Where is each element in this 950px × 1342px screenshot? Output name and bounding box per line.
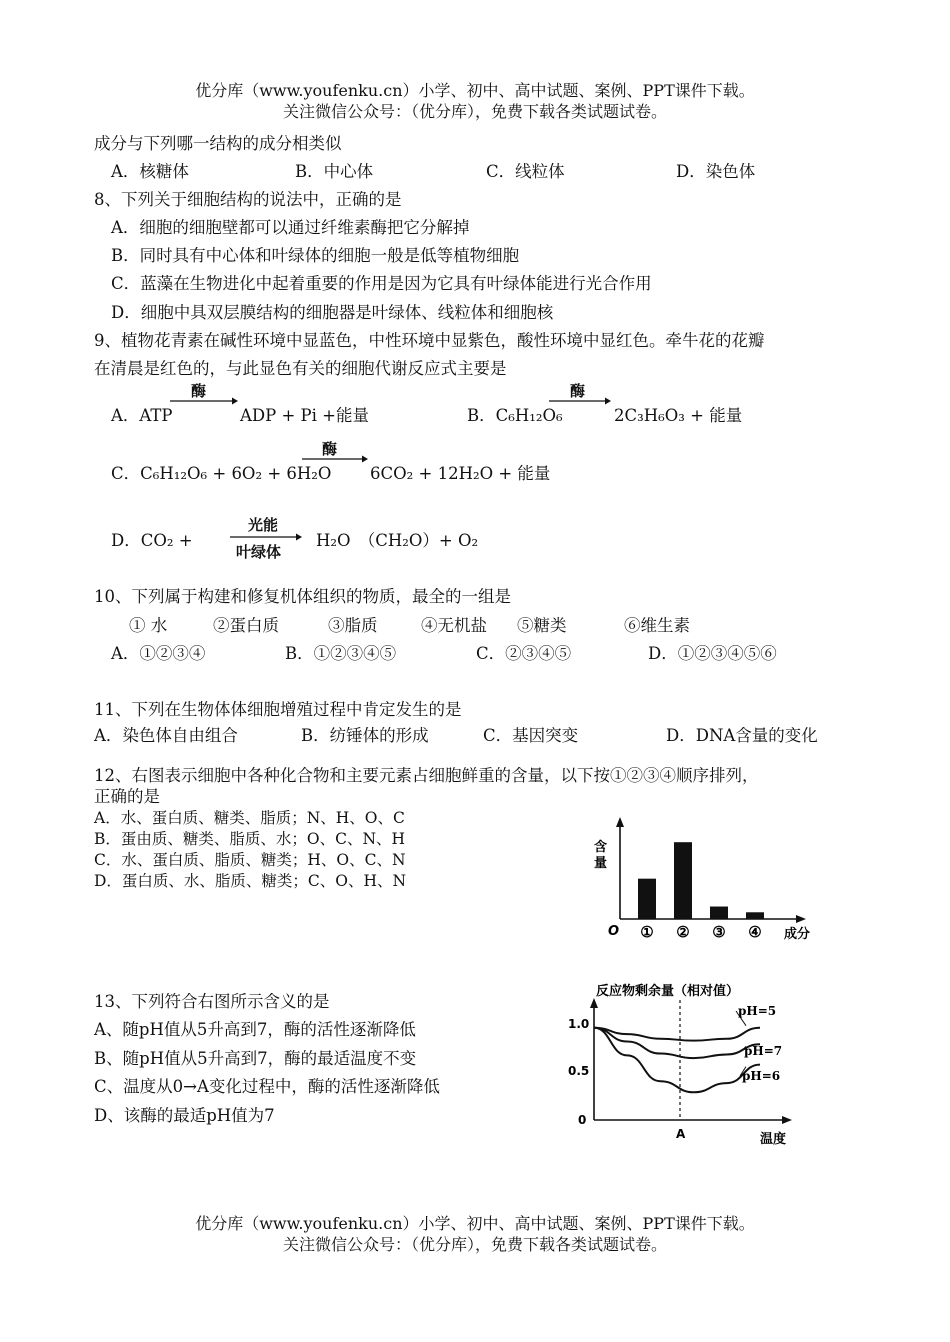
q10-stem: 10、下列属于构建和修复机体组织的物质，最全的一组是	[94, 587, 511, 606]
q13-line-chart	[560, 978, 810, 1150]
bar-3	[710, 907, 728, 919]
q9-stem-line-2: 在清晨是红色的，与此显色有关的细胞代谢反应式主要是	[94, 359, 507, 378]
q10-item-6: ⑥维生素	[624, 616, 690, 635]
q12-option-a: A．水、蛋白质、糖类、脂质；N、H、O、C	[94, 809, 405, 827]
q12-stem-line-1: 12、右图表示细胞中各种化合物和主要元素占细胞鲜重的含量，以下按①②③④顺序排列，	[94, 766, 759, 785]
q7-option-a: A．核糖体	[111, 162, 189, 181]
bar-chart-ylabel-2: 量	[594, 856, 608, 871]
q9-a-right: ADP + Pi +能量	[240, 406, 370, 425]
header-line-1: 优分库（www.youfenku.cn）小学、初中、高中试题、案例、PPT课件下载。	[195, 81, 755, 100]
q9-c-enzyme: 酶	[322, 440, 338, 458]
bar-1	[638, 879, 656, 919]
q9-b-enzyme: 酶	[570, 382, 586, 400]
q12-bar-chart	[590, 815, 830, 950]
bar-label-1: ①	[640, 923, 654, 941]
q10-item-5: ⑤糖类	[517, 616, 567, 635]
q13-option-d: D、该酶的最适pH值为7	[94, 1106, 275, 1125]
bar-4	[746, 912, 764, 919]
q10-option-a: A．①②③④	[111, 644, 206, 663]
q11-option-a: A．染色体自由组合	[94, 726, 238, 745]
q7-option-d: D．染色体	[676, 162, 756, 181]
curve-label-3: pH=6	[742, 1069, 781, 1083]
q9-d-left: D．CO₂ +	[111, 531, 193, 550]
q9-b-left: B．C₆H₁₂O₆	[467, 406, 563, 425]
curve-label-2: pH=7	[744, 1044, 783, 1058]
q12-option-c: C．水、蛋白质、脂质、糖类；H、O、C、N	[94, 851, 406, 869]
q10-item-1: ① 水	[129, 616, 168, 635]
bar-2	[674, 842, 692, 919]
q10-option-b: B．①②③④⑤	[285, 644, 397, 663]
q8-option-a: A．细胞的细胞壁都可以通过纤维素酶把它分解掉	[111, 218, 470, 237]
line-chart-title: 反应物剩余量（相对值）	[596, 984, 740, 999]
curve-label-1: pH=5	[738, 1004, 777, 1018]
q9-b-arrow-icon	[549, 396, 611, 406]
q10-item-3: ③脂质	[328, 616, 378, 635]
bar-chart-y-arrow-icon	[616, 817, 624, 827]
line-chart-ytick-1: 1.0	[568, 1017, 590, 1031]
bar-label-3: ③	[712, 923, 726, 941]
q7-option-b: B．中心体	[295, 162, 374, 181]
q8-stem: 8、下列关于细胞结构的说法中，正确的是	[94, 190, 402, 209]
q11-option-b: B．纺锤体的形成	[301, 726, 429, 745]
line-chart-xlabel: 温度	[760, 1132, 787, 1147]
q13-option-b: B、随pH值从5升高到7，酶的最适温度不变	[94, 1049, 417, 1068]
q9-stem-line-1: 9、植物花青素在碱性环境中显蓝色，中性环境中显紫色，酸性环境中显红色。牵牛花的花瓣	[94, 331, 765, 350]
q9-d-right: H₂O （CH₂O）+ O₂	[316, 531, 479, 550]
q8-option-c: C．蓝藻在生物进化中起着重要的作用是因为它具有叶绿体能进行光合作用	[111, 274, 652, 293]
q7-stem-tail: 成分与下列哪一结构的成分相类似	[94, 134, 342, 153]
q9-c-left: C．C₆H₁₂O₆ + 6O₂ + 6H₂O	[111, 464, 332, 483]
line-chart-ytick-0: 0	[578, 1113, 587, 1127]
bar-chart-xlabel: 成分	[784, 927, 811, 942]
q10-option-c: C．②③④⑤	[476, 644, 572, 663]
q7-option-c: C．线粒体	[486, 162, 565, 181]
q12-option-d: D．蛋白质、水、脂质、糖类；C、O、H、N	[94, 872, 407, 890]
q13-stem: 13、下列符合右图所示含义的是	[94, 992, 330, 1011]
q10-option-d: D．①②③④⑤⑥	[648, 644, 777, 663]
header-line-2: 关注微信公众号：（优分库），免费下载各类试题试卷。	[282, 102, 667, 121]
q9-c-right: 6CO₂ + 12H₂O + 能量	[370, 464, 551, 483]
q11-option-c: C．基因突变	[483, 726, 579, 745]
q8-option-d: D．细胞中具双层膜结构的细胞器是叶绿体、线粒体和细胞核	[111, 303, 554, 322]
line-chart-x-arrow-icon	[782, 1116, 792, 1124]
q9-a-enzyme: 酶	[191, 382, 207, 400]
q9-d-light: 光能	[248, 516, 279, 534]
q9-b-right: 2C₃H₆O₃ + 能量	[614, 406, 743, 425]
bar-chart-x-arrow-icon	[796, 915, 806, 923]
q11-stem: 11、下列在生物体体细胞增殖过程中肯定发生的是	[94, 700, 462, 719]
bar-label-4: ④	[748, 923, 762, 941]
q10-item-2: ②蛋白质	[213, 616, 279, 635]
q9-a-arrow-icon	[170, 396, 238, 406]
bar-chart-origin: O	[608, 924, 620, 939]
q10-item-4: ④无机盐	[421, 616, 487, 635]
footer-line-2: 关注微信公众号：（优分库），免费下载各类试题试卷。	[282, 1235, 667, 1254]
q9-c-arrow-icon	[302, 454, 368, 464]
line-chart-ytick-0-5: 0.5	[568, 1064, 590, 1078]
footer-line-1: 优分库（www.youfenku.cn）小学、初中、高中试题、案例、PPT课件下载。	[195, 1214, 755, 1233]
q13-option-a: A、随pH值从5升高到7，酶的活性逐渐降低	[94, 1020, 416, 1039]
q8-option-b: B．同时具有中心体和叶绿体的细胞一般是低等植物细胞	[111, 246, 520, 265]
line-chart-y-arrow-icon	[590, 998, 598, 1008]
q12-stem-line-2: 正确的是	[94, 787, 160, 806]
q11-option-d: D．DNA含量的变化	[666, 726, 818, 745]
q9-d-chloroplast: 叶绿体	[236, 543, 282, 561]
curve-ph-5	[594, 1028, 760, 1041]
bar-label-2: ②	[676, 923, 690, 941]
bar-chart-ylabel-1: 含	[594, 840, 608, 855]
q12-option-b: B．蛋由质、糖类、脂质、水；O、C、N、H	[94, 830, 406, 848]
line-chart-x-marker: A	[676, 1127, 686, 1141]
q13-option-c: C、温度从0→A变化过程中，酶的活性逐渐降低	[94, 1077, 440, 1096]
q9-a-left: A．ATP	[111, 406, 173, 425]
